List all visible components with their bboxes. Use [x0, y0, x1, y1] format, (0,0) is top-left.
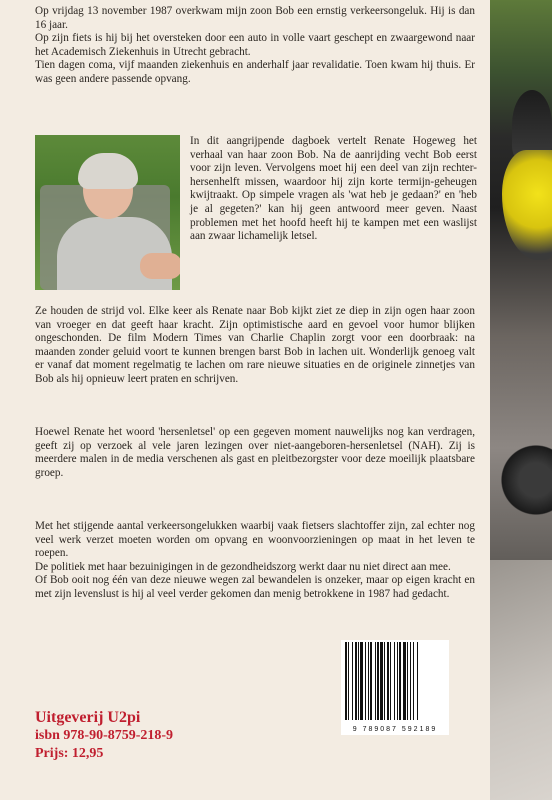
person-hair-shape	[78, 153, 138, 189]
barcode-bar	[348, 642, 349, 720]
barcode-bar	[410, 642, 411, 720]
person-arm-shape	[140, 253, 180, 279]
barcode-bar	[417, 642, 418, 720]
barcode-bar	[355, 642, 357, 720]
wheel-shape	[496, 440, 552, 520]
barcode	[341, 640, 449, 735]
lectures-paragraph: Hoewel Renate het woord 'hersenletsel' op een gegeven moment nauwelijks nog kan verdragen, geeft zij op verzoek al vele jaren lezingen over niet-aangeboren-hersenletsel (NAH). Zij is meerdere malen in de media verschenen als gast en pleitbezorgster voor deze moeilijk plaatsbare groep.	[35, 426, 475, 479]
barcode-bar	[368, 642, 369, 720]
barcode-bar	[387, 642, 389, 720]
barcode-bar	[345, 642, 347, 720]
yellow-motorcycle-shape	[502, 150, 552, 260]
barcode-bar	[370, 642, 372, 720]
barcode-bar	[360, 642, 363, 720]
author-photo	[35, 135, 180, 290]
barcode-bar	[377, 642, 379, 720]
price-label: Prijs: 12,95	[35, 746, 104, 761]
diary-summary-paragraph: In dit aangrijpende dagboek vertelt Renate Hogeweg het verhaal van haar zoon Bob. Na de aanrijding vecht Bob eerst voor zijn leven. Vervolgens moet hij een deel van zijn rechter-hersenhelft missen, waardoor hij zijn korte termijn-geheugen kwijtraakt. Op simpele vragen als 'wat heb je gedaan?' en 'heb je al gegeten?' kan hij geen antwoord meer geven. Naast problemen met het hoofd heeft hij te kampen met een waslijst aan zwaar lichamelijk letsel.	[190, 135, 477, 243]
barcode-bar	[397, 642, 398, 720]
barcode-digits: 9 789087 592189	[352, 726, 438, 733]
isbn-number: isbn 978-90-8759-218-9	[35, 728, 174, 743]
barcode-bar	[365, 642, 366, 720]
barcode-bar	[413, 642, 414, 720]
barcode-bar	[380, 642, 383, 720]
intro-paragraph: Op vrijdag 13 november 1987 overkwam mijn zoon Bob een ernstig verkeersongeluk. Hij is dan 16 jaar. Op zijn fiets is hij bij het oversteken door een auto in volle vaart geschept en zwaargewond naar het Academisch Ziekenhuis in Utrecht gebracht. Tien dagen coma, vijf maanden ziekenhuis en anderhalf jaar revalidatie. Toen kwam hij thuis. Er was geen andere passende opvang.	[35, 5, 475, 85]
road-shape	[490, 560, 552, 800]
barcode-bar	[394, 642, 395, 720]
barcode-bar	[384, 642, 385, 720]
barcode-bar	[399, 642, 401, 720]
motorcycle-photo-strip	[490, 0, 552, 800]
outlook-paragraph: Met het stijgende aantal verkeersongelukken waarbij vaak fietsers slachtoffer zijn, zal echter nog veel werk verzet moeten worden om opvang en woonvoorzieningen op maat in het leven te roepen. De politiek met haar bezuinigingen in de gezondheidszorg werkt daar nu niet direct aan mee. Of Bob ooit nog één van deze nieuwe wegen zal bewandelen is onzeker, maar op eigen kracht en met zijn levenslust is hij al veel verder gekomen dan menig betrokkene in 1987 had gedacht.	[35, 520, 475, 600]
barcode-bar	[358, 642, 359, 720]
barcode-bar	[390, 642, 391, 720]
barcode-bar	[403, 642, 406, 720]
publisher-name: Uitgeverij U2pi	[35, 709, 141, 726]
struggle-paragraph: Ze houden de strijd vol. Elke keer als Renate naar Bob kijkt ziet ze diep in zijn ogen haar zoon van vroeger en dat geeft haar kracht. Zijn optimistische aard en gevoel voor humor blijken ongeschonden. De film Modern Times van Charlie Chaplin zorgt voor een doorbraak: na maanden zonder geluid voort te kunnen brengen barst Bob in lachen uit. Wonderlijk genoeg valt er vanaf dat moment regelmatig te lachen om rare nieuwe situaties en de originele zinnetjes van Bob als hij opnieuw leert praten en schrijven.	[35, 305, 475, 385]
barcode-bars	[345, 642, 445, 720]
barcode-bar	[352, 642, 353, 720]
barcode-bar	[407, 642, 408, 720]
barcode-bar	[375, 642, 376, 720]
